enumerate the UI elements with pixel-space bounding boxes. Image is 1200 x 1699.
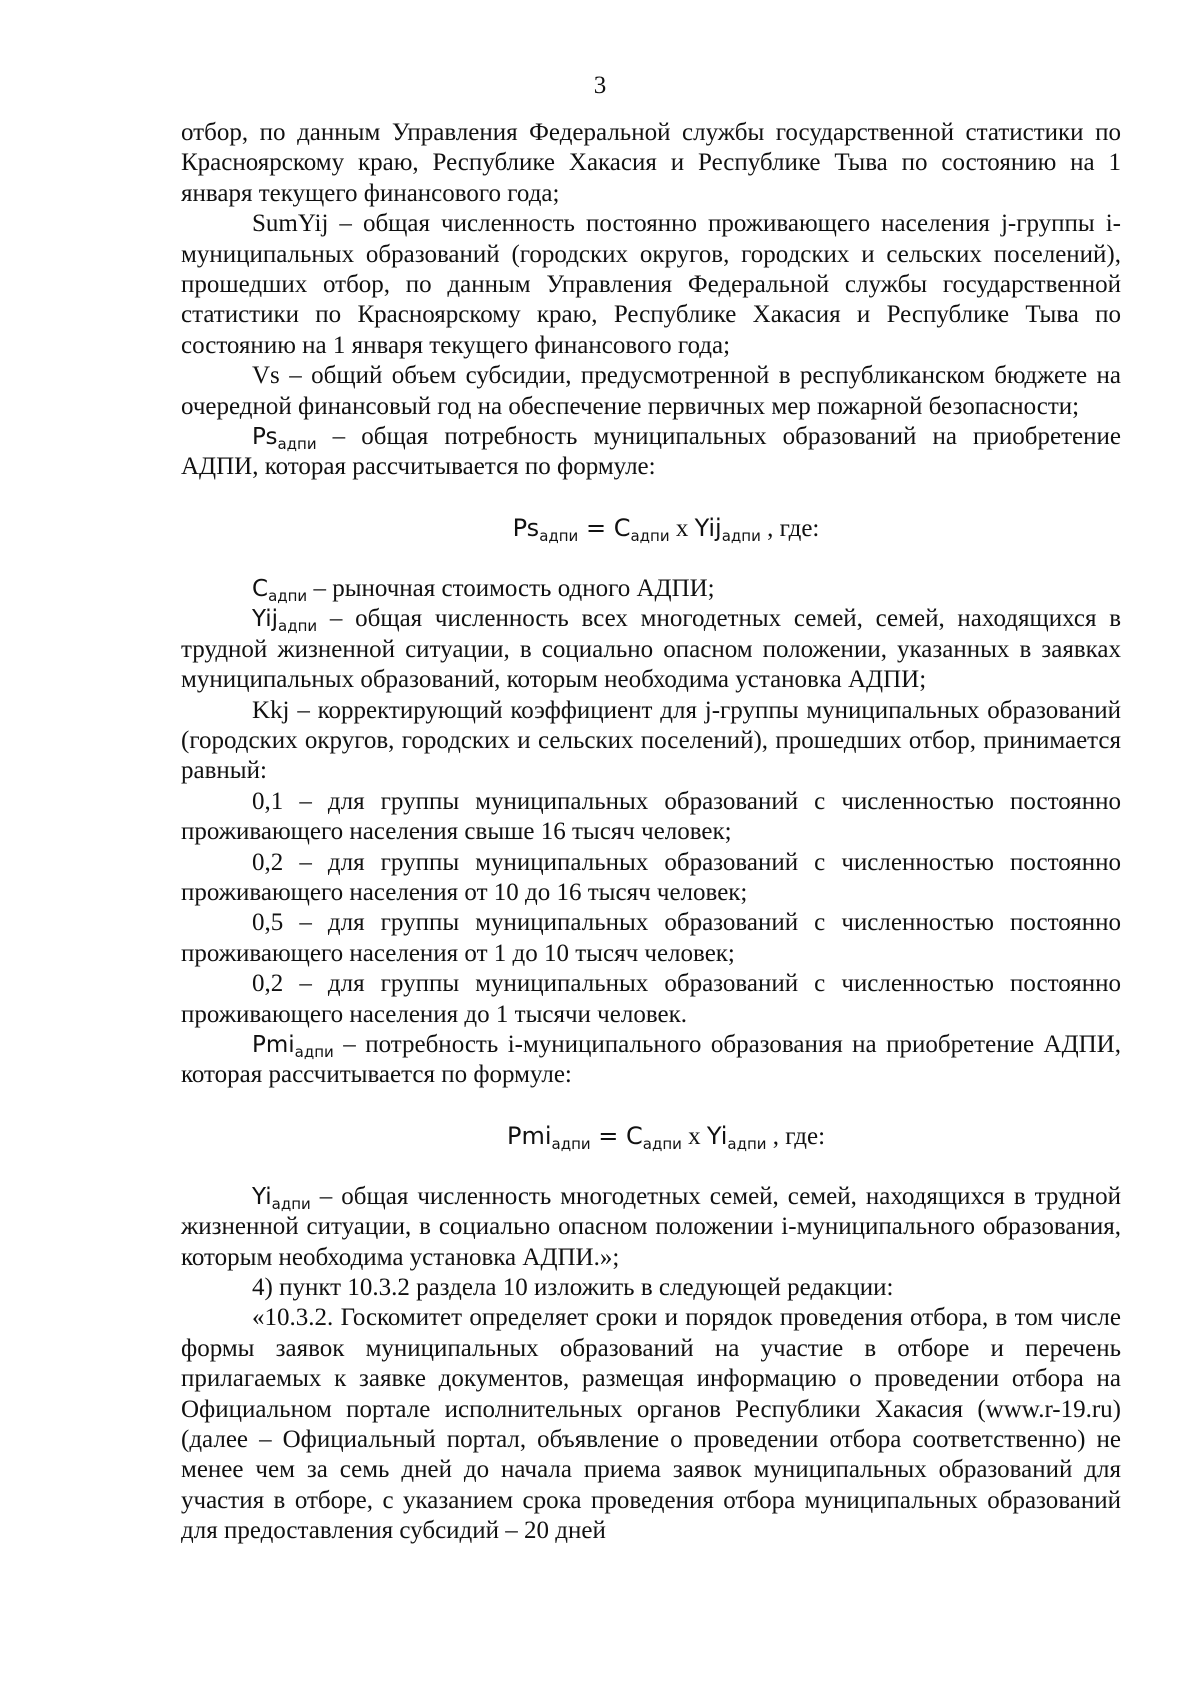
paragraph-yi-adpi [181,1182,1121,1273]
formula-pmi-adpi: $Pmi_{адпи} = C_{адпи}$ x $Yi_{адпи}$ , где: [506,1121,826,1153]
symbol-yij-subscript: адпи [278,617,318,636]
document-body [181,118,1121,1547]
paragraph-yi-adpi-text: – общая численность многодетных семей, семей, находящихся в трудной жизненной ситуации, в социально опасном положении i-муниципального образования, которым необходима установка АДПИ.»; [181,1182,1121,1271]
paragraph-sumyij: SumYij – общая численность постоянно проживающего населения j-группы i-муниципальных образований (городских округов, городских и сельских поселений), прошедших отбор, по данным Управления Федеральной службы государственной статистики по Красноярскому краю, Республике Хакасия и Республике Тыва по состоянию на 1 января текущего финансового года; [181,210,1121,359]
symbol-yi-subscript: адпи [271,1194,311,1213]
symbol-c-subscript: адпи [268,586,308,605]
paragraph-coefficient-0-2-a: 0,2 – для группы муниципальных образований с численностью постоянно проживающего населения от 10 до 16 тысяч человек; [181,848,1121,906]
paragraph-kkj: Kkj – корректирующий коэффициент для j-группы муниципальных образований (городских округов, городских и сельских поселений), прошедших отбор, принимается равный: [181,696,1121,785]
symbol-yi: Yi [252,1183,272,1210]
paragraph-vs: Vs – общий объем субсидии, предусмотренной в республиканском бюджете на очередной финансовый год на обеспечение первичных мер пожарной безопасности; [181,362,1121,420]
paragraph-coefficient-0-5: 0,5 – для группы муниципальных образований с численностью постоянно проживающего населения от 1 до 10 тысяч человек; [181,909,1121,967]
paragraph-c-adpi-text: – рыночная стоимость одного АДПИ; [307,574,715,602]
symbol-pmi-subscript: адпи [294,1042,334,1061]
paragraph-ps-adpi-text: – общая потребность муниципальных образований на приобретение АДПИ, которая рассчитывается по формуле: [181,423,1121,481]
symbol-ps: Ps [252,424,278,451]
page-number: 3 [593,72,607,99]
paragraph-yij-adpi [181,604,1121,695]
symbol-c: C [252,575,269,602]
symbol-yij: Yij [252,606,279,633]
paragraph-coefficient-0-1: 0,1 – для группы муниципальных образований с численностью постоянно проживающего населения свыше 16 тысяч человек; [181,787,1121,846]
paragraph-coefficient-0-2-b: 0,2 – для группы муниципальных образований с численностью постоянно проживающего населения до 1 тысячи человек. [181,970,1121,1028]
paragraph-c-adpi [181,574,1121,604]
paragraph-ps-adpi [181,422,1121,483]
symbol-ps-subscript: адпи [277,435,317,454]
paragraph-pmi-adpi [181,1030,1121,1091]
paragraph-10-3-2: «10.3.2. Госкомитет определяет сроки и порядок проведения отбора, в том числе формы заявок муниципальных образований на участие в отборе и перечень прилагаемых к заявке документов, размещая информацию о проведении отбора на Официальном портале исполнительных органов Республики Хакасия (www.r-19.ru) (далее – Официальный портал, объявление о проведении отбора соответственно) не менее чем за семь дней до начала приема заявок муниципальных образований для участия в отборе, с указанием срока проведения отбора муниципальных образований для предоставления субсидий – 20 дней [181,1304,1121,1545]
paragraph-pmi-adpi-text: – потребность i-муниципального образования на приобретение АДПИ, которая рассчитывается по формуле: [181,1030,1121,1089]
paragraph-population-continuation: отбор, по данным Управления Федеральной службы государственной статистики по Красноярскому краю, Республике Хакасия и Республике Тыва по состоянию на 1 января текущего финансового года; [181,119,1121,207]
paragraph-item-4: 4) пункт 10.3.2 раздела 10 изложить в следующей редакции: [252,1274,894,1301]
formula-ps-adpi: $Ps_{адпи} = C_{адпи}$ x Yij$_{адпи}$ , где: [512,513,820,545]
symbol-pmi: Pmi [252,1031,295,1058]
paragraph-yij-adpi-text: – общая численность всех многодетных семей, семей, находящихся в трудной жизненной ситуации, в социально опасном положении, указанных в заявках муниципальных образований, которым необходима установка АДПИ; [181,605,1121,694]
